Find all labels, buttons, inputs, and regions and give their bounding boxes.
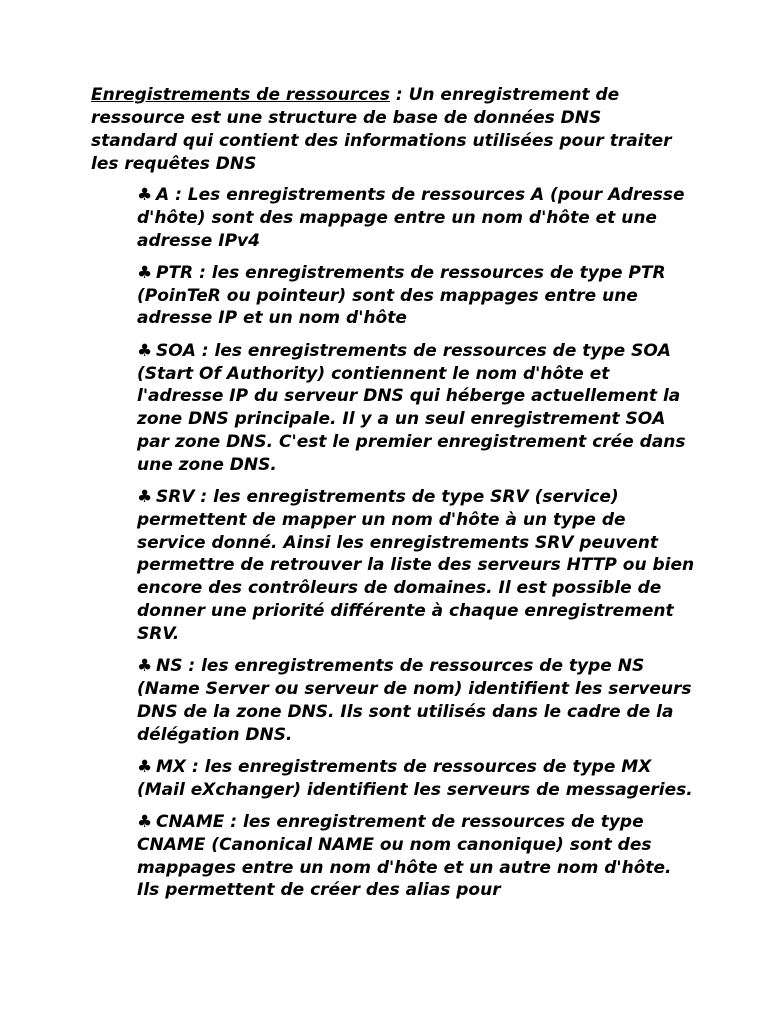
list-item-text: NS : les enregistrements de ressources de type NS (Name Server ou serveur de nom) identifient les serveurs DNS de la zone DNS. Ils sont utilisés dans le cadre de la délégation DNS. (137, 656, 692, 745)
heading-separator: : (389, 85, 409, 105)
list-item-ns (137, 655, 697, 746)
list-item-text: PTR : les enregistrements de ressources de type PTR (PoinTeR ou pointeur) sont des mappages entre une adresse IP et un nom d'hôte (137, 262, 666, 329)
list-item-cname (137, 811, 697, 902)
club-bullet-icon: ♣ (137, 811, 153, 832)
club-bullet-icon: ♣ (137, 340, 153, 361)
list-item-srv (137, 486, 697, 646)
section-heading: Enregistrements de ressources (91, 85, 390, 105)
list-item-mx (137, 756, 697, 802)
club-bullet-icon: ♣ (137, 262, 153, 283)
club-bullet-icon: ♣ (137, 487, 153, 508)
list-item-text: MX : les enregistrements de ressources de type MX (Mail eXchanger) identifient les serveurs de messageries. (137, 756, 693, 800)
list-item-text: SOA : les enregistrements de ressources de type SOA (Start Of Authority) contiennent le nom d'hôte et l'adresse IP du serveur DNS qui héberge actuellement la zone DNS principale. Il y a un seul enregistrement SOA par zone DNS. C'est le premier enregistrement crée dans une zone DNS. (137, 340, 686, 475)
list-item-text: CNAME : les enregistrement de ressources de type CNAME (Canonical NAME ou nom canonique) sont des mappages entre un nom d'hôte et un autre nom d'hôte. Ils permettent de créer des alias pour (137, 811, 672, 901)
list-item-ptr (137, 262, 697, 330)
list-item-text: SRV : les enregistrements de type SRV (service) permettent de mapper un nom d'hôte à un type de service donné. Ainsi les enregistrements SRV peuvent permettre de retrouver la liste des serveurs HTTP ou bien encore des contrôleurs de domaines. Il est possible de donner une priorité différente à chaque enregistrement SRV. (137, 487, 695, 644)
list-item-text: A : Les enregistrements de ressources A (pour Adresse d'hôte) sont des mappage entre un nom d'hôte et une adresse IPv4 (137, 185, 685, 251)
record-type-list (137, 184, 697, 912)
intro-paragraph (91, 84, 691, 176)
club-bullet-icon: ♣ (137, 756, 153, 777)
club-bullet-icon: ♣ (137, 185, 153, 205)
list-item-soa (137, 340, 697, 477)
list-item-a (137, 184, 697, 252)
intro-text: Un enregistrement de ressource est une structure de base de données DNS standard qui contient des informations utilisées pour traiter les requêtes DNS (91, 85, 672, 174)
club-bullet-icon: ♣ (137, 656, 153, 677)
